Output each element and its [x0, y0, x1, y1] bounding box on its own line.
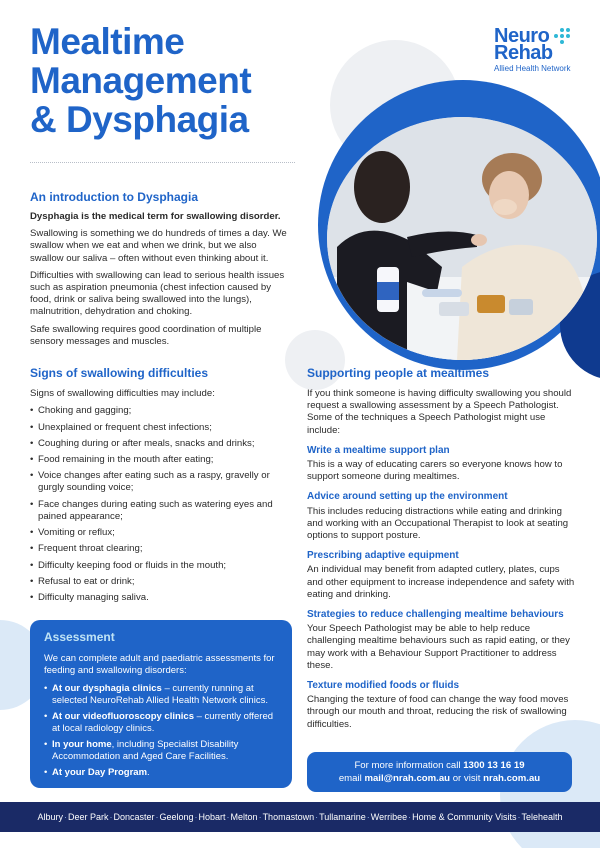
list-item: • Choking and gagging; — [30, 405, 292, 417]
support-heading: Supporting people at mealtimes — [307, 366, 490, 380]
location: Melton — [230, 812, 258, 822]
locations-footer: Albury · Deer Park · Doncaster · Geelong · Hobart · Melton · Thomastown · Tullamarine · Werribee · Home & Community Visits · Telehealth — [0, 802, 600, 832]
support-subheading: Prescribing adaptive equipment — [307, 550, 459, 562]
signs-list — [30, 405, 292, 604]
contact-panel — [307, 752, 572, 792]
email-link[interactable]: mail@nrah.com.au — [364, 773, 451, 784]
logo-tagline: Allied Health Network — [494, 64, 571, 73]
signs-lead: Signs of swallowing difficulties may include: — [30, 388, 215, 399]
decor-circle — [285, 330, 345, 390]
page-title — [30, 22, 251, 139]
support-lead: If you think someone is having difficulty swallowing you should request a swallowing assessment by a Speech Pathologist. Some of the techniques a Speech Pathologist might use include: — [307, 388, 572, 436]
list-item: • Coughing during or after meals, snacks and drinks; — [30, 438, 292, 450]
logo-word-rehab: Rehab — [494, 42, 553, 64]
intro-paragraph: Difficulties with swallowing can lead to serious health issues such as aspiration pneumonia (chest infection caused by food, drink or saliva being swallowed into the lungs), malnutrition, dehydration and choking. — [30, 269, 285, 318]
signs-body — [30, 388, 292, 608]
location: Albury — [37, 812, 63, 822]
support-subheading: Strategies to reduce challenging mealtime behaviours — [307, 609, 564, 621]
location: Tullamarine — [319, 812, 366, 822]
intro-paragraph: Safe swallowing requires good coordination of multiple sensory messages and muscles. — [30, 323, 262, 347]
list-item: • Refusal to eat or drink; — [30, 576, 292, 588]
list-item: • Unexplained or frequent chest infections; — [30, 422, 292, 434]
location: Hobart — [198, 812, 226, 822]
contact-web-line: email mail@nrah.com.au or visit nrah.com.au — [338, 773, 541, 784]
list-item: • At our videofluoroscopy clinics – currently offered at local radiology clinics. — [44, 711, 278, 735]
assessment-heading: Assessment — [44, 630, 115, 644]
support-paragraph: An individual may benefit from adapted cutlery, plates, cups and other equipment to increase independence and safety with eating and drinking. — [307, 564, 575, 600]
title-line: Management — [30, 60, 252, 101]
list-item: • At your Day Program. — [44, 767, 278, 779]
list-item: • Vomiting or reflux; — [30, 527, 292, 539]
support-paragraph: Your Speech Pathologist may be able to help reduce challenging mealtime behaviours such as rapid eating, or they may work with a Behaviour Support Practitioner to address these. — [307, 623, 570, 671]
neurorehab-logo[interactable] — [494, 25, 584, 73]
assessment-panel — [30, 620, 292, 788]
support-paragraph: This includes reducing distractions while eating and drinking and working with an Occupational Therapist to look at seating options to support posture. — [307, 505, 569, 542]
support-subheading: Texture modified foods or fluids — [307, 680, 460, 692]
list-item: • At our dysphagia clinics – currently running at selected NeuroRehab Allied Health Network clinics. — [44, 683, 278, 707]
assessment-lead: We can complete adult and paediatric assessments for feeding and swallowing disorders: — [44, 653, 275, 676]
location: Telehealth — [521, 812, 563, 822]
location: Doncaster — [113, 812, 155, 822]
logo-word-neuro: Neuro — [494, 25, 550, 47]
intro-paragraph: Swallowing is something we do hundreds of times a day. We swallow when we eat and when we drink, but we also swallow our saliva – often without even thinking about it. — [30, 228, 287, 264]
contact-phone-line: For more information call 1300 13 16 19 — [354, 760, 525, 771]
list-item: • Difficulty keeping food or fluids in the mouth; — [30, 560, 292, 572]
location: Thomastown — [262, 812, 315, 822]
support-subheading: Advice around setting up the environment — [307, 491, 508, 503]
support-paragraph: Changing the texture of food can change the way food moves through our mouth and throat, reducing the risk of swallowing difficulties. — [307, 694, 569, 730]
list-item: • In your home, including Specialist Disability Accommodation and Aged Care Facilities. — [44, 739, 278, 763]
title-line: Mealtime — [30, 21, 185, 62]
location: Home & Community Visits — [412, 812, 517, 822]
location: Deer Park — [67, 812, 109, 822]
list-item: • Voice changes after eating such as a raspy, gravelly or gurgly sounding voice; — [30, 470, 292, 494]
assessment-list — [44, 683, 278, 779]
support-subheading: Write a mealtime support plan — [307, 444, 450, 456]
location: Werribee — [370, 812, 408, 822]
list-item: • Difficulty managing saliva. — [30, 592, 292, 604]
list-item: • Face changes during eating such as watering eyes and pained appearance; — [30, 499, 292, 523]
speech-pathology-photo — [327, 117, 597, 360]
signs-heading: Signs of swallowing difficulties — [30, 366, 209, 380]
support-paragraph: This is a way of educating carers so everyone knows how to support someone during mealtimes. — [307, 459, 563, 483]
support-body — [307, 388, 577, 736]
title-line: & Dysphagia — [30, 99, 249, 140]
logo-dots-icon — [554, 28, 570, 44]
intro-body — [30, 211, 292, 353]
location: Geelong — [159, 812, 194, 822]
website-link[interactable]: nrah.com.au — [483, 773, 541, 784]
dotted-divider — [30, 162, 295, 163]
phone-link[interactable]: 1300 13 16 19 — [463, 760, 525, 771]
list-item: • Food remaining in the mouth after eating; — [30, 454, 292, 466]
intro-lead: Dysphagia is the medical term for swallowing disorder. — [30, 211, 281, 222]
intro-heading: An introduction to Dysphagia — [30, 190, 198, 204]
list-item: • Frequent throat clearing; — [30, 543, 292, 555]
